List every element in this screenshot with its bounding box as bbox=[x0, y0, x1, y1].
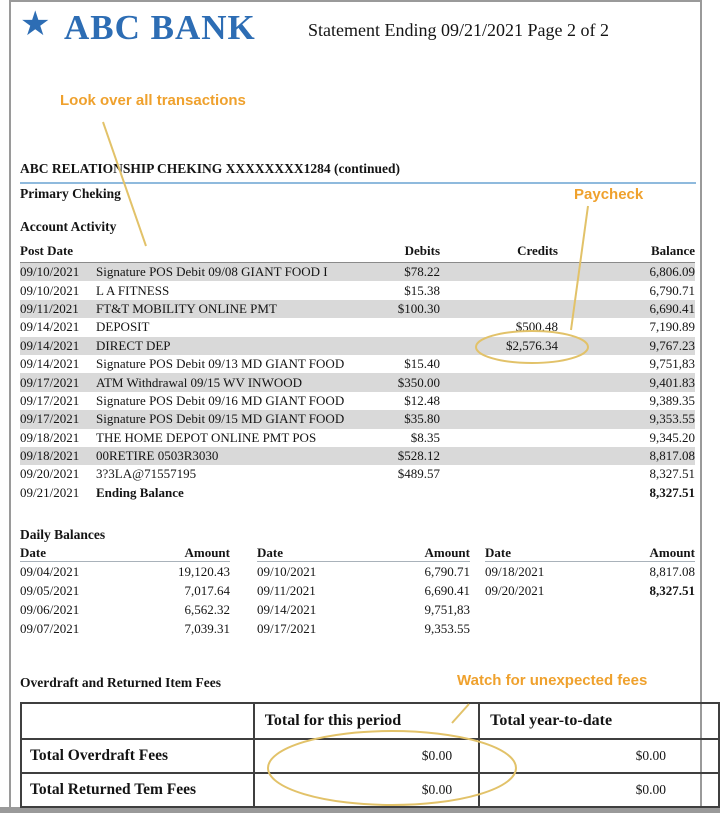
transaction-row bbox=[20, 392, 695, 410]
amount-cell: 6,562.32 bbox=[184, 601, 230, 617]
daily-balances-column bbox=[485, 545, 695, 600]
col-header-date: Date bbox=[20, 545, 46, 560]
post-date-cell: 09/17/2021 bbox=[20, 392, 80, 408]
daily-balance-row bbox=[257, 619, 470, 638]
fee-ytd-cell: $0.00 bbox=[479, 739, 719, 773]
amount-cell: 6,690.41 bbox=[424, 582, 470, 598]
balance-cell: 8,327.51 bbox=[649, 484, 695, 500]
post-date-cell: 09/11/2021 bbox=[20, 300, 79, 316]
post-date-cell: 09/14/2021 bbox=[20, 319, 80, 335]
col-header-amount: Amount bbox=[424, 545, 470, 560]
daily-balances-column bbox=[20, 545, 230, 638]
bank-name: ABC BANK bbox=[64, 8, 256, 47]
daily-balance-row bbox=[257, 600, 470, 619]
col-header-post-date: Post Date bbox=[20, 243, 74, 258]
fees-header-period: Total for this period bbox=[254, 703, 479, 739]
transaction-row bbox=[20, 281, 695, 299]
col-header-credits: Credits bbox=[517, 243, 558, 258]
date-cell: 09/17/2021 bbox=[257, 620, 317, 636]
date-cell: 09/11/2021 bbox=[257, 582, 316, 598]
date-cell: 09/04/2021 bbox=[20, 563, 80, 579]
fees-row bbox=[21, 773, 719, 807]
amount-cell: 7,039.31 bbox=[184, 620, 230, 636]
post-date-cell: 09/18/2021 bbox=[20, 429, 80, 445]
debit-cell: $35.80 bbox=[404, 411, 440, 427]
transaction-row bbox=[20, 429, 695, 447]
transaction-row bbox=[20, 355, 695, 373]
daily-balance-row bbox=[485, 581, 695, 600]
daily-balance-row bbox=[20, 600, 230, 619]
description-cell: ATM Withdrawal 09/15 WV INWOOD bbox=[96, 374, 303, 390]
daily-balances-title: Daily Balances bbox=[20, 527, 106, 542]
ending-balance-row bbox=[20, 484, 695, 502]
post-date-cell: 09/10/2021 bbox=[20, 264, 80, 280]
daily-balances-column bbox=[257, 545, 470, 638]
daily-balances-header bbox=[257, 545, 470, 562]
account-activity-title: Account Activity bbox=[20, 219, 117, 234]
description-cell: 00RETIRE 0503R3030 bbox=[96, 448, 219, 464]
date-cell: 09/07/2021 bbox=[20, 620, 80, 636]
transaction-row bbox=[20, 263, 695, 281]
balance-cell: 9,767.23 bbox=[649, 337, 695, 353]
post-date-cell: 09/18/2021 bbox=[20, 448, 80, 464]
amount-cell: 19,120.43 bbox=[178, 563, 230, 579]
description-cell: DEPOSIT bbox=[96, 319, 150, 335]
daily-balance-row bbox=[485, 562, 695, 581]
description-cell: Ending Balance bbox=[96, 484, 184, 500]
transaction-row bbox=[20, 465, 695, 483]
debit-cell: $350.00 bbox=[397, 374, 440, 390]
fees-section-title: Overdraft and Returned Item Fees bbox=[20, 675, 221, 690]
amount-cell: 9,751,83 bbox=[424, 601, 470, 617]
description-cell: Signature POS Debit 09/08 GIANT FOOD I bbox=[96, 264, 328, 280]
date-cell: 09/14/2021 bbox=[257, 601, 317, 617]
transaction-row bbox=[20, 337, 695, 355]
date-cell: 09/10/2021 bbox=[257, 563, 317, 579]
col-header-balance: Balance bbox=[650, 243, 695, 258]
description-cell: 3?3LA@71557195 bbox=[96, 466, 197, 482]
description-cell: L A FITNESS bbox=[96, 282, 170, 298]
transaction-row bbox=[20, 373, 695, 391]
balance-cell: 7,190.89 bbox=[649, 319, 695, 335]
description-cell: FT&T MOBILITY ONLINE PMT bbox=[96, 300, 277, 316]
fee-ytd-cell: $0.00 bbox=[479, 773, 719, 807]
debit-cell: $15.40 bbox=[404, 356, 440, 372]
fees-row bbox=[21, 739, 719, 773]
fees-header-empty-cell bbox=[21, 703, 254, 739]
debit-cell: $100.30 bbox=[397, 300, 440, 316]
post-date-cell: 09/14/2021 bbox=[20, 356, 80, 372]
credit-cell: $2,576.34 bbox=[506, 337, 558, 353]
fees-header-ytd: Total year-to-date bbox=[479, 703, 719, 739]
annotation-look-over-transactions: Look over all transactions bbox=[60, 92, 246, 109]
amount-cell: 8,817.08 bbox=[649, 563, 695, 579]
debit-cell: $489.57 bbox=[397, 466, 440, 482]
activity-header-row bbox=[20, 240, 695, 263]
date-cell: 09/05/2021 bbox=[20, 582, 80, 598]
daily-balance-row bbox=[257, 581, 470, 600]
transaction-row bbox=[20, 447, 695, 465]
balance-cell: 6,806.09 bbox=[649, 264, 695, 280]
daily-balance-row bbox=[20, 619, 230, 638]
account-heading-rule bbox=[20, 182, 696, 184]
daily-balances-header bbox=[485, 545, 695, 562]
page-left-edge bbox=[9, 0, 11, 808]
bank-logo-star-icon: ★ bbox=[20, 4, 51, 44]
amount-cell: 8,327.51 bbox=[649, 582, 695, 598]
fee-label-cell: Total Overdraft Fees bbox=[21, 739, 254, 773]
page-right-edge bbox=[700, 0, 702, 808]
balance-cell: 6,790.71 bbox=[649, 282, 695, 298]
col-header-amount: Amount bbox=[649, 545, 695, 560]
transaction-row bbox=[20, 300, 695, 318]
debit-cell: $15.38 bbox=[404, 282, 440, 298]
amount-cell: 6,790.71 bbox=[424, 563, 470, 579]
account-type-label: Primary Cheking bbox=[20, 186, 121, 201]
fees-table bbox=[20, 702, 720, 808]
balance-cell: 6,690.41 bbox=[649, 300, 695, 316]
statement-ending-info: Statement Ending 09/21/2021 Page 2 of 2 bbox=[308, 20, 609, 40]
balance-cell: 8,817.08 bbox=[649, 448, 695, 464]
page-top-edge bbox=[9, 0, 702, 2]
description-cell: Signature POS Debit 09/13 MD GIANT FOOD bbox=[96, 356, 345, 372]
account-heading: ABC RELATIONSHIP CHEKING XXXXXXXX1284 (continued) bbox=[20, 161, 401, 176]
daily-balance-row bbox=[20, 581, 230, 600]
daily-balance-row bbox=[20, 562, 230, 581]
post-date-cell: 09/17/2021 bbox=[20, 411, 80, 427]
annotation-paycheck: Paycheck bbox=[574, 186, 644, 203]
transaction-row bbox=[20, 410, 695, 428]
daily-balance-row bbox=[257, 562, 470, 581]
balance-cell: 8,327.51 bbox=[649, 466, 695, 482]
debit-cell: $12.48 bbox=[404, 392, 440, 408]
description-cell: Signature POS Debit 09/15 MD GIANT FOOD bbox=[96, 411, 345, 427]
fee-period-cell: $0.00 bbox=[254, 773, 479, 807]
date-cell: 09/18/2021 bbox=[485, 563, 545, 579]
balance-cell: 9,353.55 bbox=[649, 411, 695, 427]
balance-cell: 9,401.83 bbox=[649, 374, 695, 390]
daily-balances-header bbox=[20, 545, 230, 562]
post-date-cell: 09/10/2021 bbox=[20, 282, 80, 298]
debit-cell: $78.22 bbox=[404, 264, 440, 280]
date-cell: 09/06/2021 bbox=[20, 601, 80, 617]
balance-cell: 9,345.20 bbox=[649, 429, 695, 445]
balance-cell: 9,389.35 bbox=[649, 392, 695, 408]
col-header-date: Date bbox=[257, 545, 283, 560]
col-header-amount: Amount bbox=[184, 545, 230, 560]
annotation-watch-fees: Watch for unexpected fees bbox=[457, 672, 648, 689]
fee-label-cell: Total Returned Tem Fees bbox=[21, 773, 254, 807]
credit-cell: $500.48 bbox=[515, 319, 558, 335]
description-cell: DIRECT DEP bbox=[96, 337, 171, 353]
amount-cell: 9,353.55 bbox=[424, 620, 470, 636]
post-date-cell: 09/20/2021 bbox=[20, 466, 80, 482]
fees-header-row bbox=[21, 703, 719, 739]
description-cell: THE HOME DEPOT ONLINE PMT POS bbox=[96, 429, 317, 445]
debit-cell: $8.35 bbox=[410, 429, 440, 445]
col-header-debits: Debits bbox=[404, 243, 440, 258]
fee-period-cell: $0.00 bbox=[254, 739, 479, 773]
balance-cell: 9,751,83 bbox=[649, 356, 695, 372]
date-cell: 09/20/2021 bbox=[485, 582, 545, 598]
col-header-date: Date bbox=[485, 545, 511, 560]
debit-cell: $528.12 bbox=[397, 448, 440, 464]
post-date-cell: 09/21/2021 bbox=[20, 484, 80, 500]
account-activity-table bbox=[20, 240, 695, 502]
transaction-row bbox=[20, 318, 695, 336]
post-date-cell: 09/17/2021 bbox=[20, 374, 80, 390]
post-date-cell: 09/14/2021 bbox=[20, 337, 80, 353]
description-cell: Signature POS Debit 09/16 MD GIANT FOOD bbox=[96, 392, 345, 408]
amount-cell: 7,017.64 bbox=[184, 582, 230, 598]
